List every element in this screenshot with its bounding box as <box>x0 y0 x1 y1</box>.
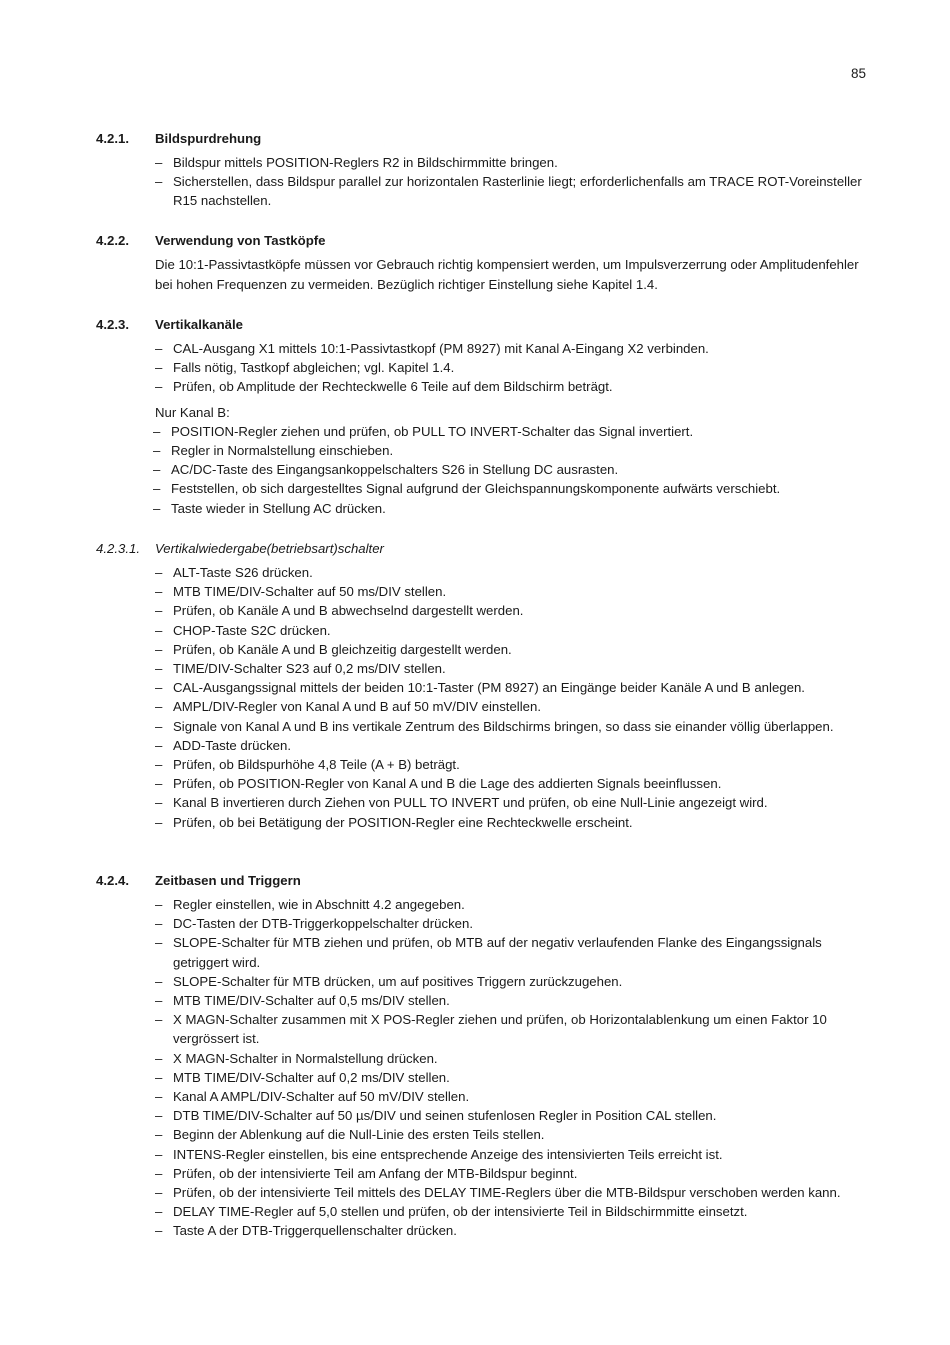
section-heading <box>96 233 866 253</box>
section-heading <box>96 131 866 151</box>
section-number: 4.2.1. <box>96 131 129 146</box>
page-number: 85 <box>851 66 867 81</box>
list-item: – SLOPE-Schalter für MTB drücken, um auf positives Triggern zurückzugehen. <box>155 973 623 989</box>
list-item: – AMPL/DIV-Regler von Kanal A und B auf 50 mV/DIV einstellen. <box>155 699 541 715</box>
section-number: 4.2.2. <box>96 233 129 248</box>
list-item: – Sicherstellen, dass Bildspur parallel zur horizontalen Rasterlinie liegt; erforderlichenfalls am TRACE ROT-Voreinsteller R15 nachstellen. <box>155 174 862 209</box>
list-item: – Prüfen, ob bei Betätigung der POSITION-Regler eine Rechteckwelle erscheint. <box>155 814 633 830</box>
list-item: – SLOPE-Schalter für MTB ziehen und prüfen, ob MTB auf der negativ verlaufenden Flanke des Eingangssignals getriggert wird. <box>155 935 822 970</box>
list-item: – Prüfen, ob der intensivierte Teil mittels des DELAY TIME-Reglers über die MTB-Bildspur verschoben werden kann. <box>155 1185 841 1201</box>
section-vertikalwiedergabe <box>96 541 866 832</box>
section-heading <box>96 873 866 893</box>
list-item: – ADD-Taste drücken. <box>155 737 291 753</box>
section-paragraph: Die 10:1-Passivtastköpfe müssen vor Gebrauch richtig kompensiert werden, um Impulsverzerrung oder Amplitudenfehler bei hohen Frequenzen zu vermeiden. Bezüglich richtiger Einstellung siehe Kapitel 1.4. <box>155 257 859 292</box>
list-item: – MTB TIME/DIV-Schalter auf 50 ms/DIV stellen. <box>155 584 447 600</box>
step-list <box>155 339 866 397</box>
list-item: – CAL-Ausgangssignal mittels der beiden 10:1-Taster (PM 8927) an Eingänge beider Kanäle A und B anlegen. <box>155 680 805 696</box>
section-number: 4.2.3.1. <box>96 541 140 556</box>
section-number: 4.2.4. <box>96 873 129 888</box>
step-list <box>153 422 866 518</box>
step-list <box>155 563 866 832</box>
step-list <box>155 153 866 211</box>
list-item: – DELAY TIME-Regler auf 5,0 stellen und prüfen, ob der intensivierte Teil in Bildschirmmitte einsetzt. <box>155 1204 748 1220</box>
list-item: – POSITION-Regler ziehen und prüfen, ob PULL TO INVERT-Schalter das Signal invertiert. <box>153 423 694 439</box>
list-item: – Taste wieder in Stellung AC drücken. <box>153 500 386 516</box>
list-item: – ALT-Taste S26 drücken. <box>155 565 313 580</box>
list-item: – CAL-Ausgang X1 mittels 10:1-Passivtastkopf (PM 8927) mit Kanal A-Eingang X2 verbinden. <box>155 341 709 356</box>
list-item: – Kanal B invertieren durch Ziehen von PULL TO INVERT und prüfen, ob eine Null-Linie angezeigt wird. <box>155 795 768 811</box>
list-item: – Kanal A AMPL/DIV-Schalter auf 50 mV/DIV stellen. <box>155 1089 470 1105</box>
list-item: – INTENS-Regler einstellen, bis eine entsprechende Anzeige des intensivierten Teils erreicht ist. <box>155 1146 723 1162</box>
list-item: – DC-Tasten der DTB-Triggerkoppelschalter drücken. <box>155 916 474 932</box>
list-item: – MTB TIME/DIV-Schalter auf 0,2 ms/DIV stellen. <box>155 1069 450 1085</box>
section-title: Zeitbasen und Triggern <box>155 873 301 888</box>
list-item: – Falls nötig, Tastkopf abgleichen; vgl. Kapitel 1.4. <box>155 360 455 376</box>
subsection-label: Nur Kanal B: <box>155 404 230 420</box>
section-heading <box>96 317 866 337</box>
section-title: Vertikalwiedergabe(betriebsart)schalter <box>155 541 384 556</box>
section-heading <box>96 541 866 561</box>
list-item: – Signale von Kanal A und B ins vertikale Zentrum des Bildschirms bringen, so dass sie einander völlig überlappen. <box>155 718 834 734</box>
section-zeitbasen-triggern <box>96 873 866 1241</box>
list-item: – Prüfen, ob Bildspurhöhe 4,8 Teile (A + B) beträgt. <box>155 757 460 773</box>
section-vertikalkanaele <box>96 317 866 518</box>
list-item: – Beginn der Ablenkung auf die Null-Linie des ersten Teils stellen. <box>155 1127 545 1143</box>
list-item: – Prüfen, ob POSITION-Regler von Kanal A und B die Lage des addierten Signals beeinflussen. <box>155 776 722 792</box>
list-item: – Feststellen, ob sich dargestelltes Signal aufgrund der Gleichspannungskomponente aufwärts verschiebt. <box>153 481 781 497</box>
list-item: – CHOP-Taste S2C drücken. <box>155 622 331 638</box>
list-item: – X MAGN-Schalter zusammen mit X POS-Regler ziehen und prüfen, ob Horizontalablenkung um einen Faktor 10 vergrössert ist. <box>155 1012 827 1047</box>
list-item: – Prüfen, ob Kanäle A und B gleichzeitig dargestellt werden. <box>155 641 512 657</box>
list-item: – MTB TIME/DIV-Schalter auf 0,5 ms/DIV stellen. <box>155 993 450 1009</box>
section-title: Bildspurdrehung <box>155 131 262 146</box>
section-title: Vertikalkanäle <box>155 317 243 332</box>
section-tastkoepfe <box>96 233 866 295</box>
section-number: 4.2.3. <box>96 317 129 332</box>
section-bildspurdrehung <box>96 131 866 211</box>
list-item: – Regler einstellen, wie in Abschnitt 4.2 angegeben. <box>155 897 465 912</box>
list-item: – Bildspur mittels POSITION-Reglers R2 in Bildschirmmitte bringen. <box>155 155 558 170</box>
list-item: – Taste A der DTB-Triggerquellenschalter drücken. <box>155 1223 457 1239</box>
list-item: – Prüfen, ob Amplitude der Rechteckwelle 6 Teile auf dem Bildschirm beträgt. <box>155 379 613 395</box>
section-title: Verwendung von Tastköpfe <box>155 233 326 248</box>
list-item: – DTB TIME/DIV-Schalter auf 50 µs/DIV und seinen stufenlosen Regler in Position CAL stellen. <box>155 1108 717 1124</box>
list-item: – Regler in Normalstellung einschieben. <box>153 443 394 459</box>
list-item: – X MAGN-Schalter in Normalstellung drücken. <box>155 1050 438 1066</box>
list-item: – Prüfen, ob Kanäle A und B abwechselnd dargestellt werden. <box>155 603 524 619</box>
step-list <box>155 895 866 1241</box>
list-item: – TIME/DIV-Schalter S23 auf 0,2 ms/DIV stellen. <box>155 661 446 677</box>
list-item: – AC/DC-Taste des Eingangsankoppelschalters S26 in Stellung DC ausrasten. <box>153 462 619 478</box>
list-item: – Prüfen, ob der intensivierte Teil am Anfang der MTB-Bildspur beginnt. <box>155 1165 578 1181</box>
